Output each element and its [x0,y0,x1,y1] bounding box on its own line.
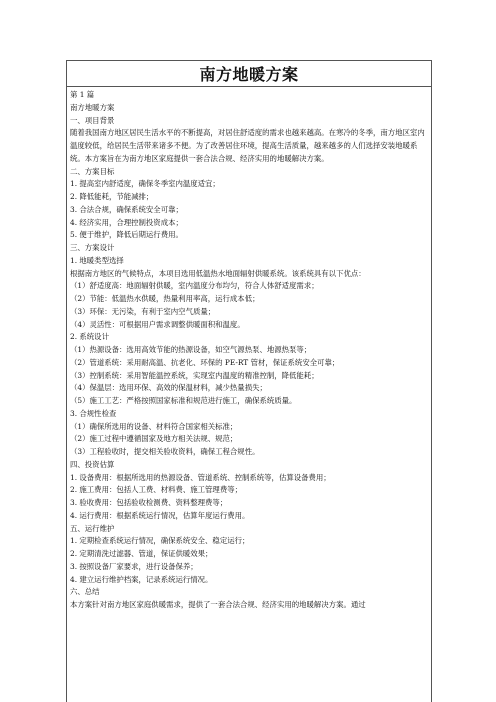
list-item: 4. 建立运行维护档案，记录系统运行情况。 [70,574,213,584]
list-item: （2）管道系统：采用耐高温、抗老化、环保的 PE-RT 管材，保证系统安全可靠； [70,357,340,367]
list-item: （5）施工工艺：严格按照国家标准和规范进行施工，确保系统质量。 [70,396,297,405]
list-item: （3）环保：无污染，有利于室内空气质量； [70,306,216,316]
section-heading: 三、方案设计 [70,243,115,252]
section-heading: 五、运行维护 [70,523,115,533]
list-item: 5. 便于维护，降低后期运行费用。 [70,230,183,240]
list-item: （1）舒适度高：地面辐射供暖，室内温度分布均匀，符合人体舒适度需求； [70,281,319,291]
list-item: 1. 提高室内舒适度，确保冬季室内温度适宜； [70,179,220,189]
list-item: （1）确保所选用的设备、材料符合国家相关标准； [70,421,238,431]
title-row [67,61,431,87]
sub-heading: 2. 系统设计 [70,332,109,342]
list-item: 1. 设备费用：根据所选用的热源设备、管道系统、控制系统等，估算设备费用； [70,472,331,482]
text-line: 南方地暖方案 [70,102,115,112]
list-item: （2）施工过程中遵循国家及地方相关法规、规范； [70,434,238,444]
list-item: （4）保温层：选用环保、高效的保温材料，减少热量损失； [70,383,267,393]
document-frame [66,60,432,702]
text-line: 第 1 篇 [70,90,95,99]
list-item: 3. 按照设备厂家要求，进行设备保养； [70,561,198,571]
list-item: 4. 经济实用，合理控制投资成本； [70,217,183,227]
list-item: 3. 合法合规，确保系统安全可靠； [70,204,183,214]
list-item: 2. 定期清洗过滤器、管道，保证供暖效果； [70,549,213,558]
list-item: 1. 定期检查系统运行情况，确保系统安全、稳定运行； [70,536,250,546]
list-item: 2. 降低能耗，节能减排； [70,192,154,201]
list-item: 3. 验收费用：包括验收检测费、资料整理费等； [70,498,228,507]
section-heading: 四、投资估算 [70,459,115,469]
list-item: （4）灵活性：可根据用户需求调整供暖面积和温度。 [70,319,245,329]
list-item: （3）控制系统：采用智能温控系统，实现室内温度的精准控制，降低能耗； [70,370,319,380]
document-body [67,87,431,612]
list-item: 4. 运行费用：根据系统运行情况，估算年度运行费用。 [70,510,250,520]
document-title: 南方地暖方案 [199,65,299,84]
paragraph: 随着我国南方地区居民生活水平的不断提高，对居住舒适度的需求也越来越高。在寒冷的冬季，南方地区室内温度较低，给居民生活带来诸多不便。为了改善居住环境，提高生活质量，越来越多的人们选择安装地暖系统。本方案旨在为南方地区家庭提供一套合法合规、经济实用的地暖解决方案。 [70,128,425,163]
list-item: （3）工程验收时，提交相关验收资料，确保工程合规性。 [70,447,260,456]
list-item: （2）节能：低温热水供暖，热量利用率高，运行成本低； [70,294,260,303]
text-line: 根据南方地区的气候特点，本项目选用低温热水地面辐射供暖系统。该系统具有以下优点： [70,268,366,278]
text-line: 本方案针对南方地区家庭供暖需求，提供了一套合法合规、经济实用的地暖解决方案。通过 [70,600,366,609]
list-item: 2. 施工费用：包括人工费、材料费、施工管理费等； [70,485,242,495]
section-heading: 二、方案目标 [70,166,115,176]
list-item: （1）热源设备：选用高效节能的热源设备，如空气源热泵、地源热泵等； [70,345,312,354]
section-heading: 一、项目背景 [70,115,115,125]
sub-heading: 3. 合规性检查 [70,408,117,418]
sub-heading: 1. 地暖类型选择 [70,255,124,265]
section-heading: 六、总结 [70,587,100,597]
